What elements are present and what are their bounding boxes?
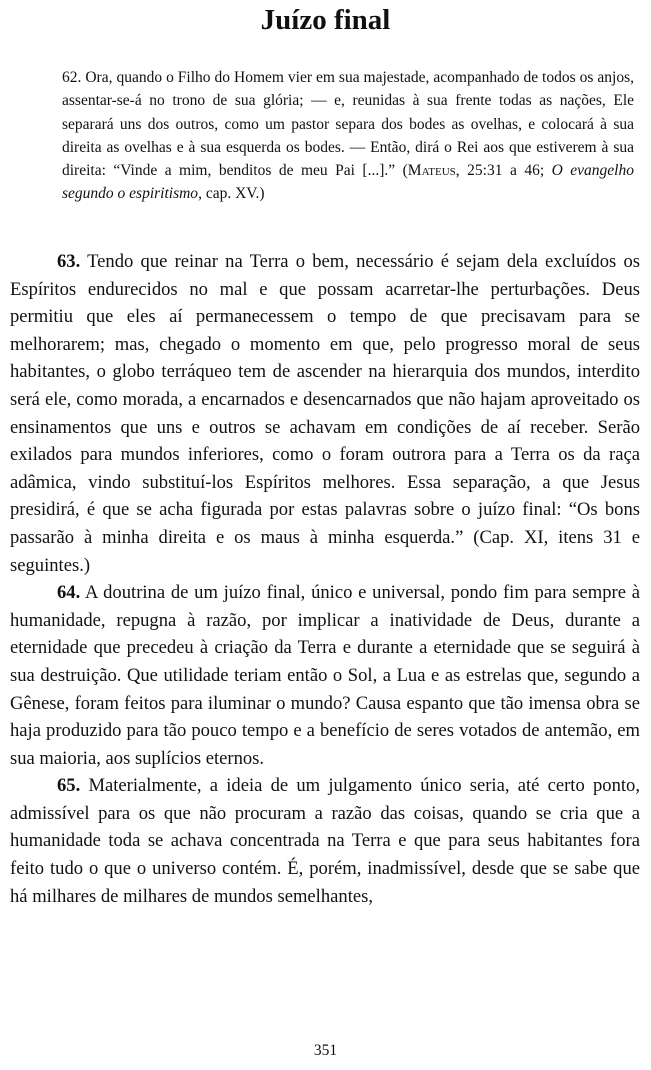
paragraph-number: 64. <box>57 582 81 604</box>
quote-number: 62. <box>62 69 82 86</box>
quote-book-title: O evangelho segundo o espiritismo <box>62 162 634 203</box>
page-title: Juízo final <box>260 4 391 36</box>
quote-text-c: , cap. XV.) <box>198 185 265 203</box>
paragraph-text: Tendo que reinar na Terra o bem, necessário é sejam dela excluídos os Espíritos endurecidos no mal e que possam acarretar-lhe perturbações. Deus permitiu que eles aí permanecessem o tempo de que precisavam para se melhorarem; mas, chegado o momento em que, pelo progresso moral de seus habitantes, o globo terráqueo tem de ascender na hierarquia dos mundos, interdito será ele, como morada, a encarnados e desencarnados que não hajam aproveitado os ensinamentos que uns e outros se achavam em condições de aí receber. Serão exilados para mundos inferiores, como o foram outrora para a Terra os da raça adâmica, vindo substituí-los Espíritos melhores. Essa separação, a que Jesus presidirá, é que se acha figurada por estas palavras sobre o juízo final: “Os bons passarão à minha direita e os maus à minha esquerda.” (Cap. XI, itens 31 e seguintes.) <box>10 251 640 576</box>
paragraph-65 <box>10 772 640 910</box>
scripture-quote <box>62 66 634 206</box>
paragraph-text: Materialmente, a ideia de um julgamento único seria, até certo ponto, admissível para os que não procuram a razão das coisas, quando se cria que a humanidade toda se achava concentrada na Terra e que para seus habitantes fora feito tudo o que o universo contém. É, porém, inadmissível, desde que se sabe que há milhares de milhares de mundos semelhantes, <box>10 775 640 907</box>
quote-text-a: Ora, quando o Filho do Homem vier em sua majestade, acompanhado de todos os anjos, assentar-se-á no trono de sua glória; — e, reunidas à sua frente todas as nações, Ele separará uns dos outros, como um pastor separa dos bodes as ovelhas, e colocará à sua direita as ovelhas e à sua esquerda os bodes. — Então, dirá o Rei aos que estiverem à sua direita: “Vinde a mim, benditos de meu Pai [...].” ( <box>62 69 634 180</box>
quote-text-b: , 25:31 a 46; <box>455 162 552 180</box>
quote-paragraph <box>62 66 634 206</box>
paragraph-text: A doutrina de um juízo final, único e universal, pondo fim para sempre à humanidade, repugna à razão, por implicar a inatividade de Deus, durante a eternidade que precedeu à criação da Terra e durante a eternidade que se seguirá à sua destruição. Que utilidade teriam então o Sol, a Lua e as estrelas que, segundo a Gênese, foram feitos para iluminar o mundo? Causa espanto que tão imensa obra se haja produzido para tão pouco tempo e a benefício de seres votados de antemão, em sua maioria, aos suplícios eternos. <box>10 582 640 769</box>
quote-author: Mateus <box>407 162 456 180</box>
paragraph-number: 63. <box>57 251 81 272</box>
paragraph-64 <box>10 579 640 772</box>
page-number: 351 <box>313 1042 338 1059</box>
paragraph-number: 65. <box>57 775 81 797</box>
paragraph-63 <box>10 248 640 579</box>
body-text <box>10 248 640 910</box>
